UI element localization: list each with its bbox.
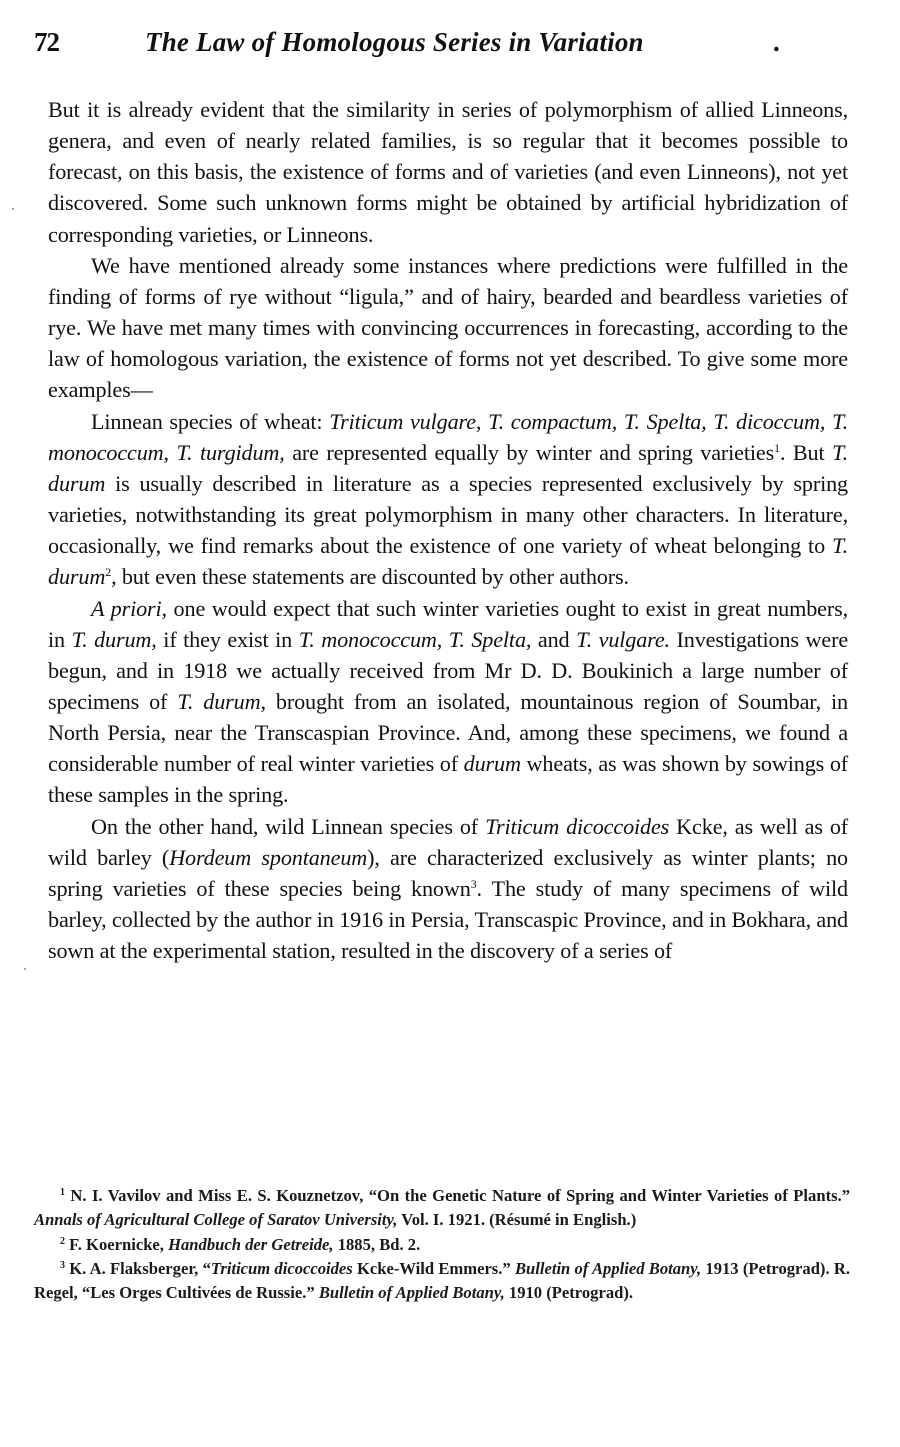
text-run: ), are characterized exclusively as winter plants; no spring varieties of these species being known: [48, 844, 848, 901]
italic-term: Bulletin of Applied Botany,: [318, 1283, 505, 1303]
paragraph: [48, 250, 848, 406]
italic-term: T. durum,: [177, 688, 266, 714]
footnote: [34, 1257, 850, 1306]
text-run: On the other hand, wild Linnean species of: [91, 813, 486, 839]
italic-term: T. durum: [48, 439, 848, 496]
footnote-reference[interactable]: 2: [105, 565, 112, 580]
text-run: 1885, Bd. 2.: [333, 1234, 421, 1254]
scan-speck: [24, 968, 26, 970]
italic-term: Triticum vulgare, T. compactum, T. Spelta, T. dicoccum, T. monococcum, T. turgidum,: [48, 408, 848, 465]
scan-speck: [12, 208, 14, 210]
text-run: But it is already evident that the similarity in series of polymorphism of allied Linneons, genera, and even of nearly related families, is so regular that it becomes possible to forecast, on this basis, the existence of forms and of varieties (and even Linneons), not yet discovered. Some such unknown forms might be obtained by artificial hybridization of corresponding varieties, or Linneons.: [48, 97, 848, 247]
italic-term: T. durum,: [71, 626, 157, 652]
text-run: if they exist in: [156, 626, 299, 652]
italic-term: Bulletin of Applied Botany,: [514, 1258, 702, 1278]
text-run: . But: [779, 439, 833, 465]
page-header: [34, 22, 854, 62]
text-run: brought from an isolated, mountainous region of Soumbar, in North Persia, near the Transcaspian Province. And, among these specimens, we found a considerable number of real winter varieties of: [48, 688, 848, 777]
italic-term: T. vulgare.: [576, 626, 670, 652]
italic-term: A priori,: [91, 595, 167, 621]
footnote-marker: 2: [60, 1235, 65, 1247]
footnotes: [34, 1184, 850, 1305]
text-run: Investigations were begun, and in 1918 we actually received from Mr D. D. Boukinich a large number of specimens of: [48, 626, 849, 714]
paragraph: [48, 94, 848, 250]
text-run: Kcke-Wild Emmers.”: [352, 1258, 515, 1278]
paragraph: [48, 593, 848, 811]
running-title: The Law of Homologous Series in Variation: [145, 27, 644, 57]
italic-term: Triticum dicoccoides: [210, 1258, 353, 1278]
text-run: . The study of many specimens of wild barley, collected by the author in 1916 in Persia, Transcaspic Province, and in Bokhara, and sown at the experimental station, resulted in the discovery of a series of: [48, 875, 848, 964]
italic-term: T. monococcum, T. Spelta,: [298, 626, 532, 652]
text-run: 1913 (Petrograd). R. Regel, “Les Orges Cultivées de Russie.”: [34, 1258, 850, 1303]
header-stray-mark: .: [773, 27, 780, 57]
text-run: Linnean species of wheat:: [91, 408, 330, 434]
text-run: 1910 (Petrograd).: [504, 1283, 634, 1303]
italic-term: Handbuch der Getreide,: [168, 1234, 334, 1254]
text-run: , but even these statements are discounted by other authors.: [111, 564, 629, 590]
italic-term: durum: [463, 751, 521, 777]
italic-term: Hordeum spontaneum: [169, 844, 368, 870]
text-run: one would expect that such winter varieties ought to exist in great numbers, in: [48, 595, 848, 652]
text-run: Vol. I. 1921. (Résumé in English.): [397, 1210, 637, 1230]
paragraph: [48, 406, 848, 593]
italic-term: Annals of Agricultural College of Saratov University,: [34, 1210, 398, 1230]
text-run: are represented equally by winter and spring varieties: [284, 439, 775, 465]
footnote: [34, 1184, 850, 1233]
text-run: N. I. Vavilov and Miss E. S. Kouznetzov, “On the Genetic Nature of Spring and Winter Varieties of Plants.”: [65, 1186, 850, 1205]
italic-term: T. durum: [48, 533, 848, 590]
text-run: wheats, as was shown by sowings of these samples in the spring.: [48, 751, 849, 808]
italic-term: Triticum dicoccoides: [485, 813, 670, 839]
footnote: [34, 1233, 850, 1257]
text-run: is usually described in literature as a species represented exclusively by spring varieties, notwithstanding its great polymorphism in many other characters. In literature, occasionally, we find remarks about the existence of one variety of wheat belonging to: [48, 470, 848, 559]
text-run: We have mentioned already some instances where predictions were fulfilled in the finding of forms of rye without “ligula,” and of hairy, bearded and beardless varieties of rye. We have met many times with convincing occurrences in forecasting, according to the law of homologous variation, the existence of forms not yet described. To give some more examples—: [48, 252, 848, 403]
text-run: F. Koernicke,: [65, 1234, 169, 1254]
text-run: and: [531, 626, 577, 652]
paragraph: [48, 811, 848, 967]
body-text: [48, 94, 848, 966]
footnote-marker: 3: [60, 1259, 65, 1271]
page-number: 72: [34, 27, 59, 57]
footnote-reference[interactable]: 3: [470, 876, 477, 891]
text-run: Kcke, as well as of wild barley (: [48, 813, 849, 870]
footnote-reference[interactable]: 1: [774, 440, 780, 455]
text-run: K. A. Flaksberger, “: [65, 1258, 211, 1278]
footnote-marker: 1: [60, 1187, 65, 1198]
